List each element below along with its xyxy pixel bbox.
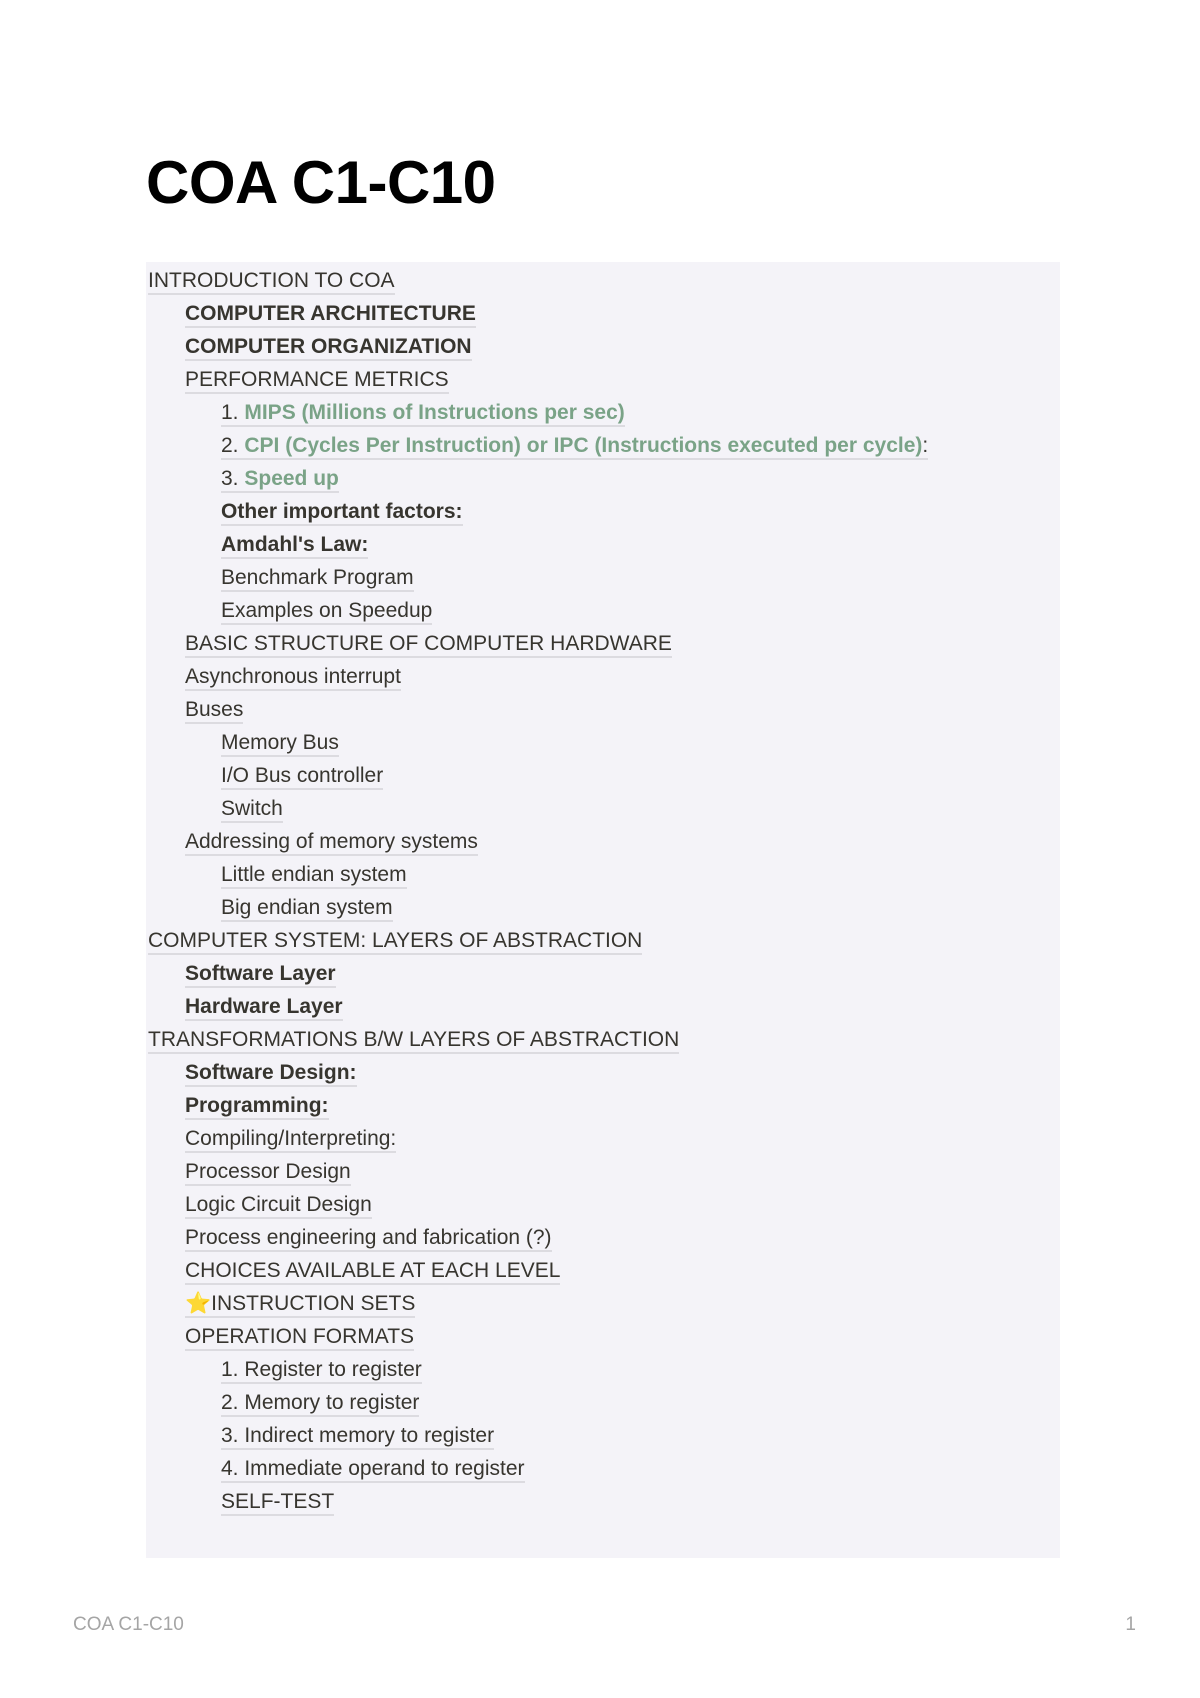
toc-item-memory-to-register[interactable]	[221, 1390, 419, 1416]
toc-link[interactable]: TRANSFORMATIONS B/W LAYERS OF ABSTRACTION	[148, 1028, 679, 1054]
toc-item-buses[interactable]	[185, 697, 243, 723]
toc-item-instruction-sets[interactable]	[185, 1291, 415, 1317]
toc-item-process-engineering[interactable]	[185, 1225, 552, 1251]
toc-link-text: MIPS (Millions of Instructions per sec)	[244, 401, 625, 424]
toc-item-computer-architecture[interactable]	[185, 301, 476, 327]
toc-item-benchmark-program[interactable]	[221, 565, 414, 591]
toc-link[interactable]: Addressing of memory systems	[185, 830, 478, 856]
toc-link[interactable]: I/O Bus controller	[221, 764, 383, 790]
toc-item-programming[interactable]	[185, 1093, 329, 1119]
toc-link[interactable]: COMPUTER ARCHITECTURE	[185, 302, 476, 328]
toc-link[interactable]: 4. Immediate operand to register	[221, 1457, 525, 1483]
list-number: 1.	[221, 401, 245, 424]
list-number: 2.	[221, 434, 245, 457]
toc-item-addressing-memory[interactable]	[185, 829, 478, 855]
toc-link-text: Speed up	[244, 467, 339, 490]
toc-item-software-design[interactable]	[185, 1060, 357, 1086]
toc-item-operation-formats[interactable]	[185, 1324, 414, 1350]
toc-link[interactable]: Compiling/Interpreting:	[185, 1127, 396, 1153]
toc-item-mips[interactable]	[221, 400, 625, 426]
toc-link[interactable]: Software Design:	[185, 1061, 357, 1087]
toc-link[interactable]: Switch	[221, 797, 283, 823]
page-number: 1	[1125, 1614, 1136, 1635]
toc-link[interactable]: Memory Bus	[221, 731, 339, 757]
toc-link[interactable]: 1. Register to register	[221, 1358, 422, 1384]
toc-link[interactable]: Asynchronous interrupt	[185, 665, 401, 691]
toc-item-indirect-memory[interactable]	[221, 1423, 494, 1449]
toc-link[interactable]: Buses	[185, 698, 243, 724]
toc-item-logic-circuit-design[interactable]	[185, 1192, 372, 1218]
toc-item-register-to-register[interactable]	[221, 1357, 422, 1383]
toc-item-examples-speedup[interactable]	[221, 598, 432, 624]
toc-item-layers-abstraction[interactable]	[148, 928, 642, 954]
toc-link-text: CPI (Cycles Per Instruction) or IPC (Instructions executed per cycle)	[244, 434, 923, 457]
toc-item-hardware-layer[interactable]	[185, 994, 343, 1020]
toc-link[interactable]: 3. Indirect memory to register	[221, 1424, 494, 1450]
toc-link[interactable]: Process engineering and fabrication (?)	[185, 1226, 552, 1252]
toc-link[interactable]: INTRODUCTION TO COA	[148, 269, 395, 295]
toc-item-transformations[interactable]	[148, 1027, 679, 1053]
toc-link[interactable]: Processor Design	[185, 1160, 351, 1186]
toc-item-introduction[interactable]	[148, 268, 395, 294]
toc-item-switch[interactable]	[221, 796, 283, 822]
toc-link-text: INSTRUCTION SETS	[211, 1292, 416, 1315]
toc-item-cpi[interactable]	[221, 433, 928, 459]
toc-link[interactable]	[221, 401, 625, 427]
toc-item-io-bus-controller[interactable]	[221, 763, 383, 789]
toc-item-async-interrupt[interactable]	[185, 664, 401, 690]
page-title: COA C1-C10	[146, 149, 496, 216]
toc-link[interactable]: Hardware Layer	[185, 995, 343, 1021]
toc-link[interactable]: Programming:	[185, 1094, 329, 1120]
toc-link[interactable]: COMPUTER SYSTEM: LAYERS OF ABSTRACTION	[148, 929, 642, 955]
toc-item-basic-structure[interactable]	[185, 631, 672, 657]
toc-link[interactable]: CHOICES AVAILABLE AT EACH LEVEL	[185, 1259, 560, 1285]
toc-link[interactable]: Examples on Speedup	[221, 599, 432, 625]
toc-link[interactable]: COMPUTER ORGANIZATION	[185, 335, 472, 361]
toc-link[interactable]	[185, 1292, 415, 1318]
toc-item-speed-up[interactable]	[221, 466, 339, 492]
toc-link[interactable]: Amdahl's Law:	[221, 533, 368, 559]
toc-item-choices-each-level[interactable]	[185, 1258, 560, 1284]
toc-link[interactable]: BASIC STRUCTURE OF COMPUTER HARDWARE	[185, 632, 672, 658]
toc-item-immediate-operand[interactable]	[221, 1456, 525, 1482]
toc-link[interactable]: Software Layer	[185, 962, 336, 988]
toc-item-big-endian[interactable]	[221, 895, 393, 921]
toc-item-other-factors[interactable]	[221, 499, 463, 525]
toc-item-little-endian[interactable]	[221, 862, 407, 888]
toc-item-software-layer[interactable]	[185, 961, 336, 987]
list-number: 3.	[221, 467, 245, 490]
toc-link[interactable]: Benchmark Program	[221, 566, 414, 592]
toc-link-suffix: :	[922, 434, 929, 457]
toc-item-performance-metrics[interactable]	[185, 367, 449, 393]
toc-link[interactable]: Big endian system	[221, 896, 393, 922]
table-of-contents	[146, 262, 1060, 1558]
toc-item-memory-bus[interactable]	[221, 730, 339, 756]
toc-item-self-test[interactable]	[221, 1489, 334, 1515]
toc-link[interactable]: PERFORMANCE METRICS	[185, 368, 449, 394]
toc-link[interactable]: SELF-TEST	[221, 1490, 334, 1516]
toc-link[interactable]: OPERATION FORMATS	[185, 1325, 414, 1351]
toc-item-compiling[interactable]	[185, 1126, 396, 1152]
toc-link[interactable]: 2. Memory to register	[221, 1391, 419, 1417]
toc-link[interactable]: Other important factors:	[221, 500, 463, 526]
toc-link[interactable]: Little endian system	[221, 863, 407, 889]
toc-link[interactable]: Logic Circuit Design	[185, 1193, 372, 1219]
toc-item-amdahls-law[interactable]	[221, 532, 368, 558]
toc-item-computer-organization[interactable]	[185, 334, 472, 360]
toc-item-processor-design[interactable]	[185, 1159, 351, 1185]
toc-link[interactable]	[221, 467, 339, 493]
toc-link[interactable]	[221, 434, 928, 460]
footer-document-title: COA C1-C10	[73, 1614, 184, 1635]
star-icon: ⭐	[185, 1292, 212, 1315]
